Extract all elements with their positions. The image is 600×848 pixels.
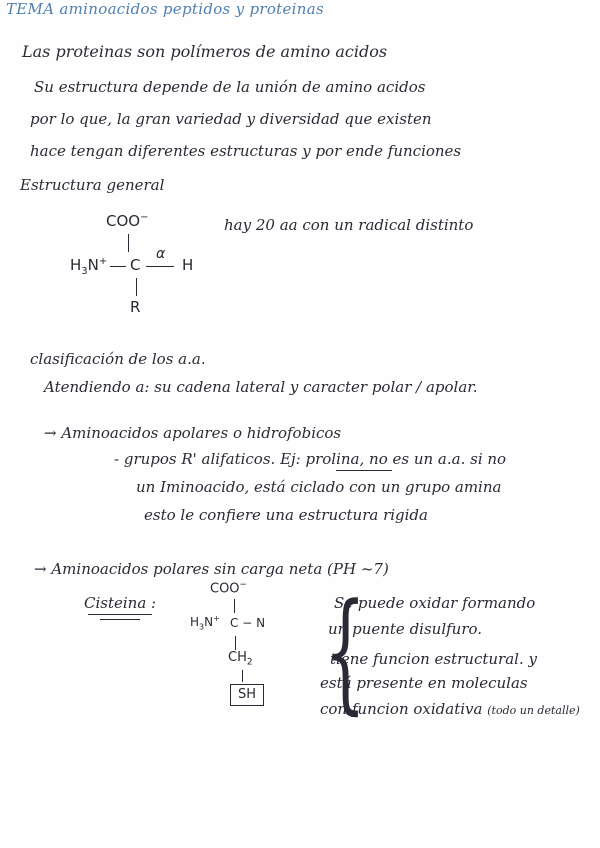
- intro-line-1: Las proteinas son polímeros de amino acidos: [22, 42, 388, 61]
- bond-c-r: [136, 278, 137, 296]
- bond-c-coo: [128, 234, 129, 252]
- h3n-sub: 3: [81, 266, 88, 277]
- alpha-label: α: [156, 246, 166, 262]
- coo-charge: −: [140, 212, 149, 223]
- h3n-charge: +: [98, 256, 108, 267]
- cisteina-h3n-charge: +: [213, 614, 220, 623]
- cisteina-c-n: C − N: [230, 616, 266, 630]
- cisteina-note-2: un puente disulfuro.: [328, 620, 483, 638]
- polares-title: → Aminoacidos polares sin carga neta (PH ~7): [34, 560, 389, 578]
- cisteina-bond-mid: [235, 636, 236, 650]
- estructura-heading: Estructura general: [20, 176, 165, 194]
- intro-line-4: hace tengan diferentes estructuras y por ende funciones: [30, 142, 462, 160]
- cisteina-amino: [190, 614, 220, 631]
- amino-group: [70, 256, 107, 277]
- h3n-n: N: [87, 256, 99, 274]
- apolares-line-3: esto le confiere una estructura rigida: [144, 506, 428, 524]
- bond-n-c: [110, 266, 126, 267]
- intro-line-3: por lo que, la gran variedad y diversidad que existen: [30, 110, 432, 128]
- cisteina-h3n-h: H: [190, 615, 200, 629]
- clasificacion-criterio: Atendiendo a: su cadena lateral y caracter polar / apolar.: [44, 378, 478, 396]
- cisteina-name: Cisteina :: [84, 594, 157, 612]
- cisteina-underline-1: [88, 614, 152, 615]
- cisteina-ch2: [228, 650, 253, 668]
- cisteina-note-5-small: (todo un detalle): [487, 704, 580, 717]
- cisteina-note-4: está presente en moleculas: [320, 674, 528, 692]
- carboxylate-group: [106, 212, 148, 230]
- cisteina-note-1: Se puede oxidar formando: [334, 594, 536, 612]
- cisteina-coo-charge: −: [239, 580, 248, 590]
- cisteina-coo-text: COO: [210, 581, 240, 597]
- apolares-title: → Aminoacidos apolares o hidrofobicos: [44, 424, 342, 442]
- intro-line-2: Su estructura depende de la unión de amino acidos: [34, 78, 426, 96]
- page-title: TEMA aminoacidos peptidos y proteinas: [6, 0, 324, 18]
- hydrogen: H: [182, 256, 194, 274]
- cisteina-note-3: tiene funcion estructural. y: [330, 650, 537, 668]
- cisteina-brace: {: [324, 575, 367, 727]
- ch2-text: CH: [228, 650, 247, 665]
- cisteina-h3n-n: N: [204, 615, 214, 629]
- r-group: R: [130, 298, 141, 316]
- cisteina-bond-top: [234, 599, 235, 613]
- coo-text: COO: [106, 212, 141, 230]
- cisteina-h3n-sub: 3: [199, 622, 205, 632]
- apolares-line-1: - grupos R' alifaticos. Ej: prolina, no es un a.a. si no: [114, 450, 507, 468]
- cisteina-note-5-main: con funcion oxidativa: [320, 700, 483, 718]
- estructura-note: hay 20 aa con un radical distinto: [224, 216, 474, 234]
- h3n-h: H: [70, 256, 82, 274]
- cisteina-note-5: [320, 700, 580, 718]
- ch2-sub: 2: [246, 657, 253, 668]
- cisteina-underline-2: [100, 619, 140, 620]
- alpha-carbon: C: [130, 256, 141, 274]
- cisteina-bond-low: [242, 670, 243, 682]
- cisteina-coo: [210, 580, 247, 596]
- prolina-underline: [336, 470, 392, 471]
- bond-c-h: [146, 266, 174, 267]
- clasificacion-heading: clasificación de los a.a.: [30, 350, 206, 368]
- sh-group-box: SH: [230, 684, 264, 706]
- apolares-line-2: un Iminoacido, está ciclado con un grupo amina: [136, 478, 502, 496]
